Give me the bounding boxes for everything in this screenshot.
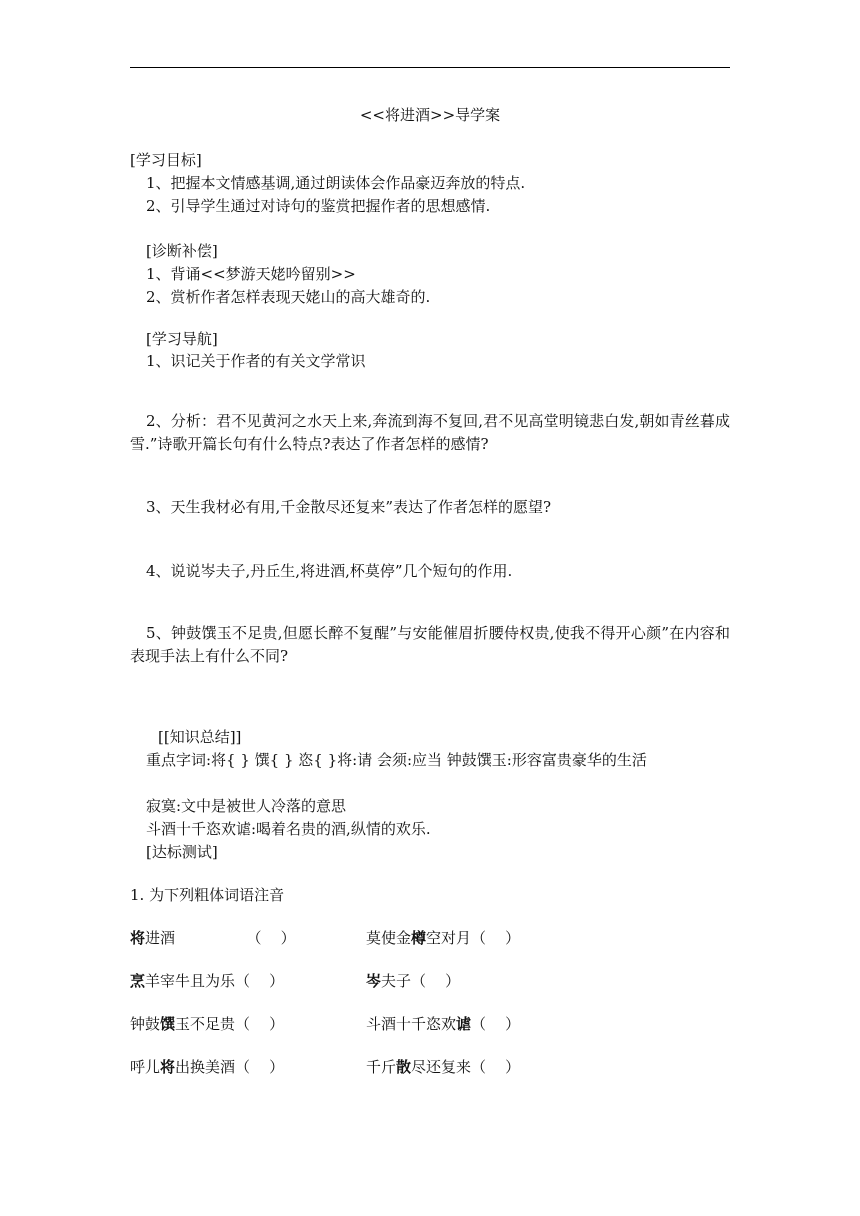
phonetic-item: 岑夫子（ ） — [366, 972, 461, 990]
diagnosis-heading: [诊断补偿] — [146, 242, 218, 260]
goals-heading: [学习目标] — [130, 151, 202, 169]
phonetic-item: 千斤散尽还复来（ ） — [366, 1058, 521, 1076]
phonetic-item: 呼儿将出换美酒（ ） — [130, 1058, 285, 1076]
goal-item-1: 1、把握本文情感基调,通过朗读体会作品豪迈奔放的特点. — [146, 174, 526, 192]
diagnosis-item-1: 1、背诵<<梦游天姥吟留别>> — [146, 265, 356, 283]
diagnosis-item-2: 2、赏析作者怎样表现天姥山的高大雄奇的. — [146, 288, 431, 306]
summary-jimo: 寂寞:文中是被世人冷落的意思 — [146, 797, 347, 815]
guide-item-1: 1、识记关于作者的有关文学常识 — [146, 352, 366, 370]
test-heading: [达标测试] — [146, 843, 218, 861]
goal-item-2: 2、引导学生通过对诗句的鉴赏把握作者的思想感情. — [146, 197, 491, 215]
document-title: <<将进酒>>导学案 — [359, 106, 501, 124]
header-rule — [130, 67, 730, 68]
guide-item-5: 5、钟鼓馔玉不足贵,但愿长醉不复醒”与安能催眉折腰侍权贵,使我不得开心颜”在内容和表现手法上有什么不同? — [130, 624, 730, 665]
guide-item-3: 3、天生我材必有用,千金散尽还复来”表达了作者怎样的愿望? — [146, 498, 552, 516]
phonetic-item: 烹羊宰牛且为乐（ ） — [130, 972, 285, 990]
phonetic-item: 莫使金樽空对月（ ） — [366, 929, 521, 947]
phonetic-item: 将进酒 （ ） — [130, 929, 296, 947]
phonetic-item: 钟鼓馔玉不足贵（ ） — [130, 1015, 285, 1033]
guide-item-4: 4、说说岑夫子,丹丘生,将进酒,杯莫停”几个短句的作用. — [146, 562, 513, 580]
question-1: 1. 为下列粗体词语注音 — [130, 886, 285, 904]
summary-heading: [[知识总结]] — [158, 728, 242, 746]
guide-item-2: 2、分析：君不见黄河之水天上来,奔流到海不复回,君不见高堂明镜悲白发,朝如青丝暮成雪.”诗歌开篇长句有什么特点?表达了作者怎样的感情? — [130, 412, 730, 453]
summary-keywords: 重点字词:将{ } 馔{ } 恣{ }将:请 会须:应当 钟鼓馔玉:形容富贵豪华的生活 — [146, 751, 647, 769]
guide-heading: [学习导航] — [146, 330, 218, 348]
summary-douju: 斗酒十千恣欢谑:喝着名贵的酒,纵情的欢乐. — [146, 820, 431, 838]
phonetic-item: 斗酒十千恣欢谑（ ） — [366, 1015, 521, 1033]
